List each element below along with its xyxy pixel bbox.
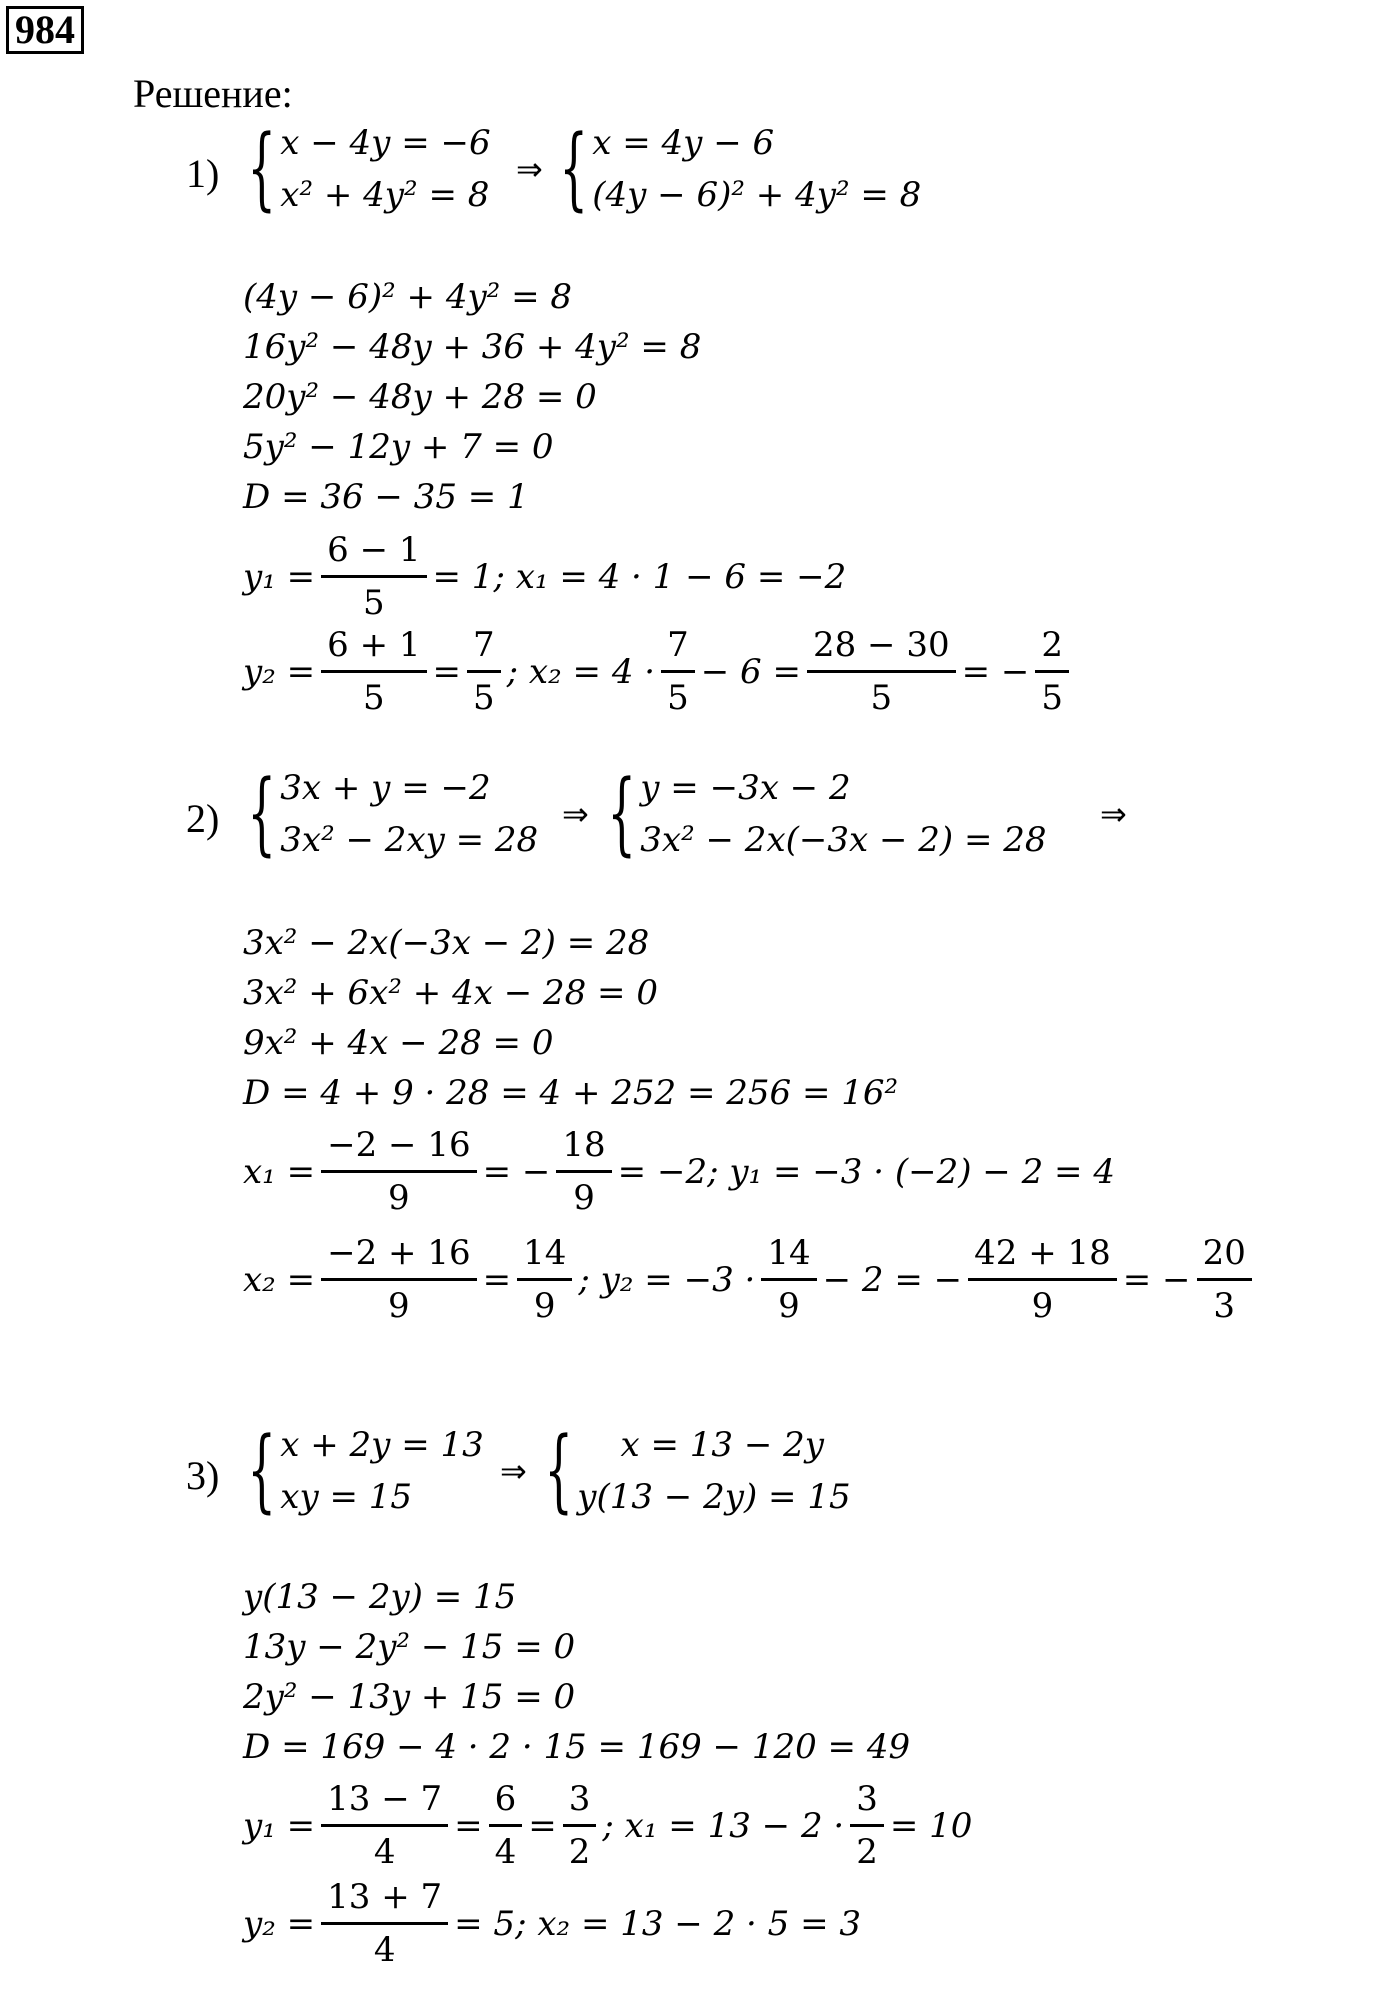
rest: = 1; x₁ = 4 · 1 − 6 = −2 (432, 556, 847, 597)
part-1-system-a (243, 117, 491, 221)
numerator: 20 (1202, 1233, 1246, 1273)
brace-icon: { (607, 761, 636, 866)
system-line: y(13 − 2y) = 15 (577, 1477, 851, 1517)
system-line: x = 13 − 2y (577, 1425, 824, 1465)
system-line: x + 2y = 13 (280, 1425, 484, 1465)
lhs: y₁ = (243, 556, 316, 597)
fraction (321, 1774, 448, 1877)
brace-icon: { (544, 1418, 573, 1523)
equals: = − (482, 1151, 551, 1192)
numerator: 2 (1041, 625, 1064, 665)
denominator: 4 (373, 1930, 396, 1970)
equation-line: 5y² − 12y + 7 = 0 (243, 427, 554, 467)
fraction (850, 1774, 884, 1877)
part-3-y1-line (243, 1774, 972, 1877)
numerator: 7 (473, 625, 495, 665)
equation-line: 2y² − 13y + 15 = 0 (243, 1677, 576, 1717)
system-line: 3x² − 2xy = 28 (280, 820, 539, 860)
denominator: 5 (473, 678, 495, 718)
denominator: 5 (363, 678, 385, 718)
fraction (321, 1872, 448, 1975)
implies-arrow: ⇒ (1100, 795, 1127, 833)
part-3-system-a (243, 1419, 484, 1523)
rest: = 10 (889, 1805, 973, 1846)
implies-arrow: ⇒ (562, 795, 589, 833)
numerator: 3 (856, 1779, 878, 1819)
numerator: 6 − 1 (327, 530, 421, 570)
part-2-x2-line (243, 1228, 1258, 1331)
part-2-x1-line (243, 1120, 1115, 1223)
denominator: 9 (533, 1286, 556, 1326)
denominator: 5 (1041, 678, 1064, 718)
lhs: x₁ = (243, 1151, 316, 1192)
problem-number: 984 (6, 6, 84, 54)
numerator: 14 (767, 1233, 811, 1273)
numerator: 13 − 7 (327, 1779, 443, 1819)
part-3-label: 3) (186, 1453, 220, 1498)
system-line: x − 4y = −6 (280, 123, 491, 163)
numerator: 14 (523, 1233, 567, 1273)
equation-line: y(13 − 2y) = 15 (243, 1577, 517, 1617)
solution-heading: Решение: (133, 71, 293, 116)
part-2-system-a (243, 762, 538, 866)
implies-arrow: ⇒ (500, 1452, 527, 1490)
denominator: 4 (494, 1832, 517, 1872)
implies-arrow: ⇒ (516, 150, 543, 188)
equals: = (482, 1259, 512, 1300)
brace-icon: { (559, 116, 588, 221)
numerator: 42 + 18 (974, 1233, 1111, 1273)
numerator: −2 + 16 (327, 1233, 471, 1273)
equation-line: 3x² + 6x² + 4x − 28 = 0 (243, 973, 658, 1013)
equation-line: D = 169 − 4 · 2 · 15 = 169 − 120 = 49 (243, 1727, 911, 1767)
brace-icon: { (247, 761, 276, 866)
part-1-label: 1) (186, 151, 220, 196)
denominator: 2 (568, 1832, 591, 1872)
fraction (563, 1774, 597, 1877)
fraction (1035, 620, 1069, 723)
fraction (761, 1228, 816, 1331)
fraction (807, 620, 956, 723)
part-3-y2-line (243, 1872, 861, 1975)
denominator: 5 (363, 583, 385, 623)
equals: = − (961, 651, 1030, 692)
equation-line: D = 4 + 9 · 28 = 4 + 252 = 256 = 16² (243, 1073, 899, 1113)
numerator: 6 (494, 1779, 517, 1819)
brace-icon: { (247, 1418, 276, 1523)
denominator: 9 (388, 1178, 410, 1218)
equals: = (432, 651, 462, 692)
lhs: x₂ = (243, 1259, 316, 1300)
system-line: 3x² − 2x(−3x − 2) = 28 (640, 820, 1047, 860)
part-2-system-b (603, 762, 1047, 866)
mid-text: − 6 = (700, 651, 801, 692)
system-line: x² + 4y² = 8 (280, 175, 490, 215)
denominator: 2 (856, 1832, 878, 1872)
numerator: 18 (562, 1125, 606, 1165)
fraction (321, 525, 426, 628)
equation-line: (4y − 6)² + 4y² = 8 (243, 277, 573, 317)
part-1-y1-line (243, 525, 846, 628)
numerator: 6 + 1 (327, 625, 421, 665)
lhs: y₁ = (243, 1805, 316, 1846)
denominator: 9 (1031, 1286, 1054, 1326)
lhs: y₂ = (243, 1903, 316, 1944)
fraction (1197, 1228, 1252, 1331)
equation-line: 16y² − 48y + 36 + 4y² = 8 (243, 327, 702, 367)
equation-line: D = 36 − 35 = 1 (243, 477, 529, 517)
system-line: y = −3x − 2 (640, 768, 851, 808)
fraction (968, 1228, 1117, 1331)
mid-text: − 2 = − (822, 1259, 963, 1300)
equation-line: 3x² − 2x(−3x − 2) = 28 (243, 923, 650, 963)
numerator: 28 − 30 (812, 625, 950, 665)
fraction (489, 1774, 523, 1877)
denominator: 5 (667, 678, 689, 718)
equals: = (454, 1805, 483, 1846)
mid-text: ; x₂ = 4 · (506, 651, 656, 692)
equals: = (528, 1805, 557, 1846)
mid-text: ; y₂ = −3 · (578, 1259, 756, 1300)
system-line: 3x + y = −2 (280, 768, 491, 808)
numerator: 13 + 7 (327, 1877, 443, 1917)
rest: = −2; y₁ = −3 · (−2) − 2 = 4 (617, 1151, 1115, 1192)
fraction (467, 620, 501, 723)
fraction (321, 1120, 477, 1223)
rest: = 5; x₂ = 13 − 2 · 5 = 3 (454, 1903, 862, 1944)
numerator: 7 (667, 625, 689, 665)
numerator: 3 (568, 1779, 591, 1819)
mid-text: ; x₁ = 13 − 2 · (602, 1805, 845, 1846)
equation-line: 20y² − 48y + 28 = 0 (243, 377, 597, 417)
fraction (321, 620, 426, 723)
equation-line: 9x² + 4x − 28 = 0 (243, 1023, 554, 1063)
part-1-y2-line (243, 620, 1075, 723)
equation-line: 13y − 2y² − 15 = 0 (243, 1627, 576, 1667)
system-line: (4y − 6)² + 4y² = 8 (592, 175, 922, 215)
part-2-label: 2) (186, 796, 220, 841)
lhs: y₂ = (243, 651, 316, 692)
fraction (321, 1228, 477, 1331)
denominator: 4 (373, 1832, 396, 1872)
equals: = − (1122, 1259, 1191, 1300)
denominator: 3 (1213, 1286, 1236, 1326)
fraction (517, 1228, 572, 1331)
denominator: 9 (388, 1286, 410, 1326)
fraction (661, 620, 695, 723)
part-1-system-b (555, 117, 921, 221)
numerator: −2 − 16 (327, 1125, 471, 1165)
brace-icon: { (247, 116, 276, 221)
system-line: xy = 15 (280, 1477, 413, 1517)
denominator: 5 (870, 678, 893, 718)
denominator: 9 (778, 1286, 800, 1326)
system-line: x = 4y − 6 (592, 123, 775, 163)
fraction (556, 1120, 611, 1223)
denominator: 9 (573, 1178, 595, 1218)
part-3-system-b (540, 1419, 851, 1523)
